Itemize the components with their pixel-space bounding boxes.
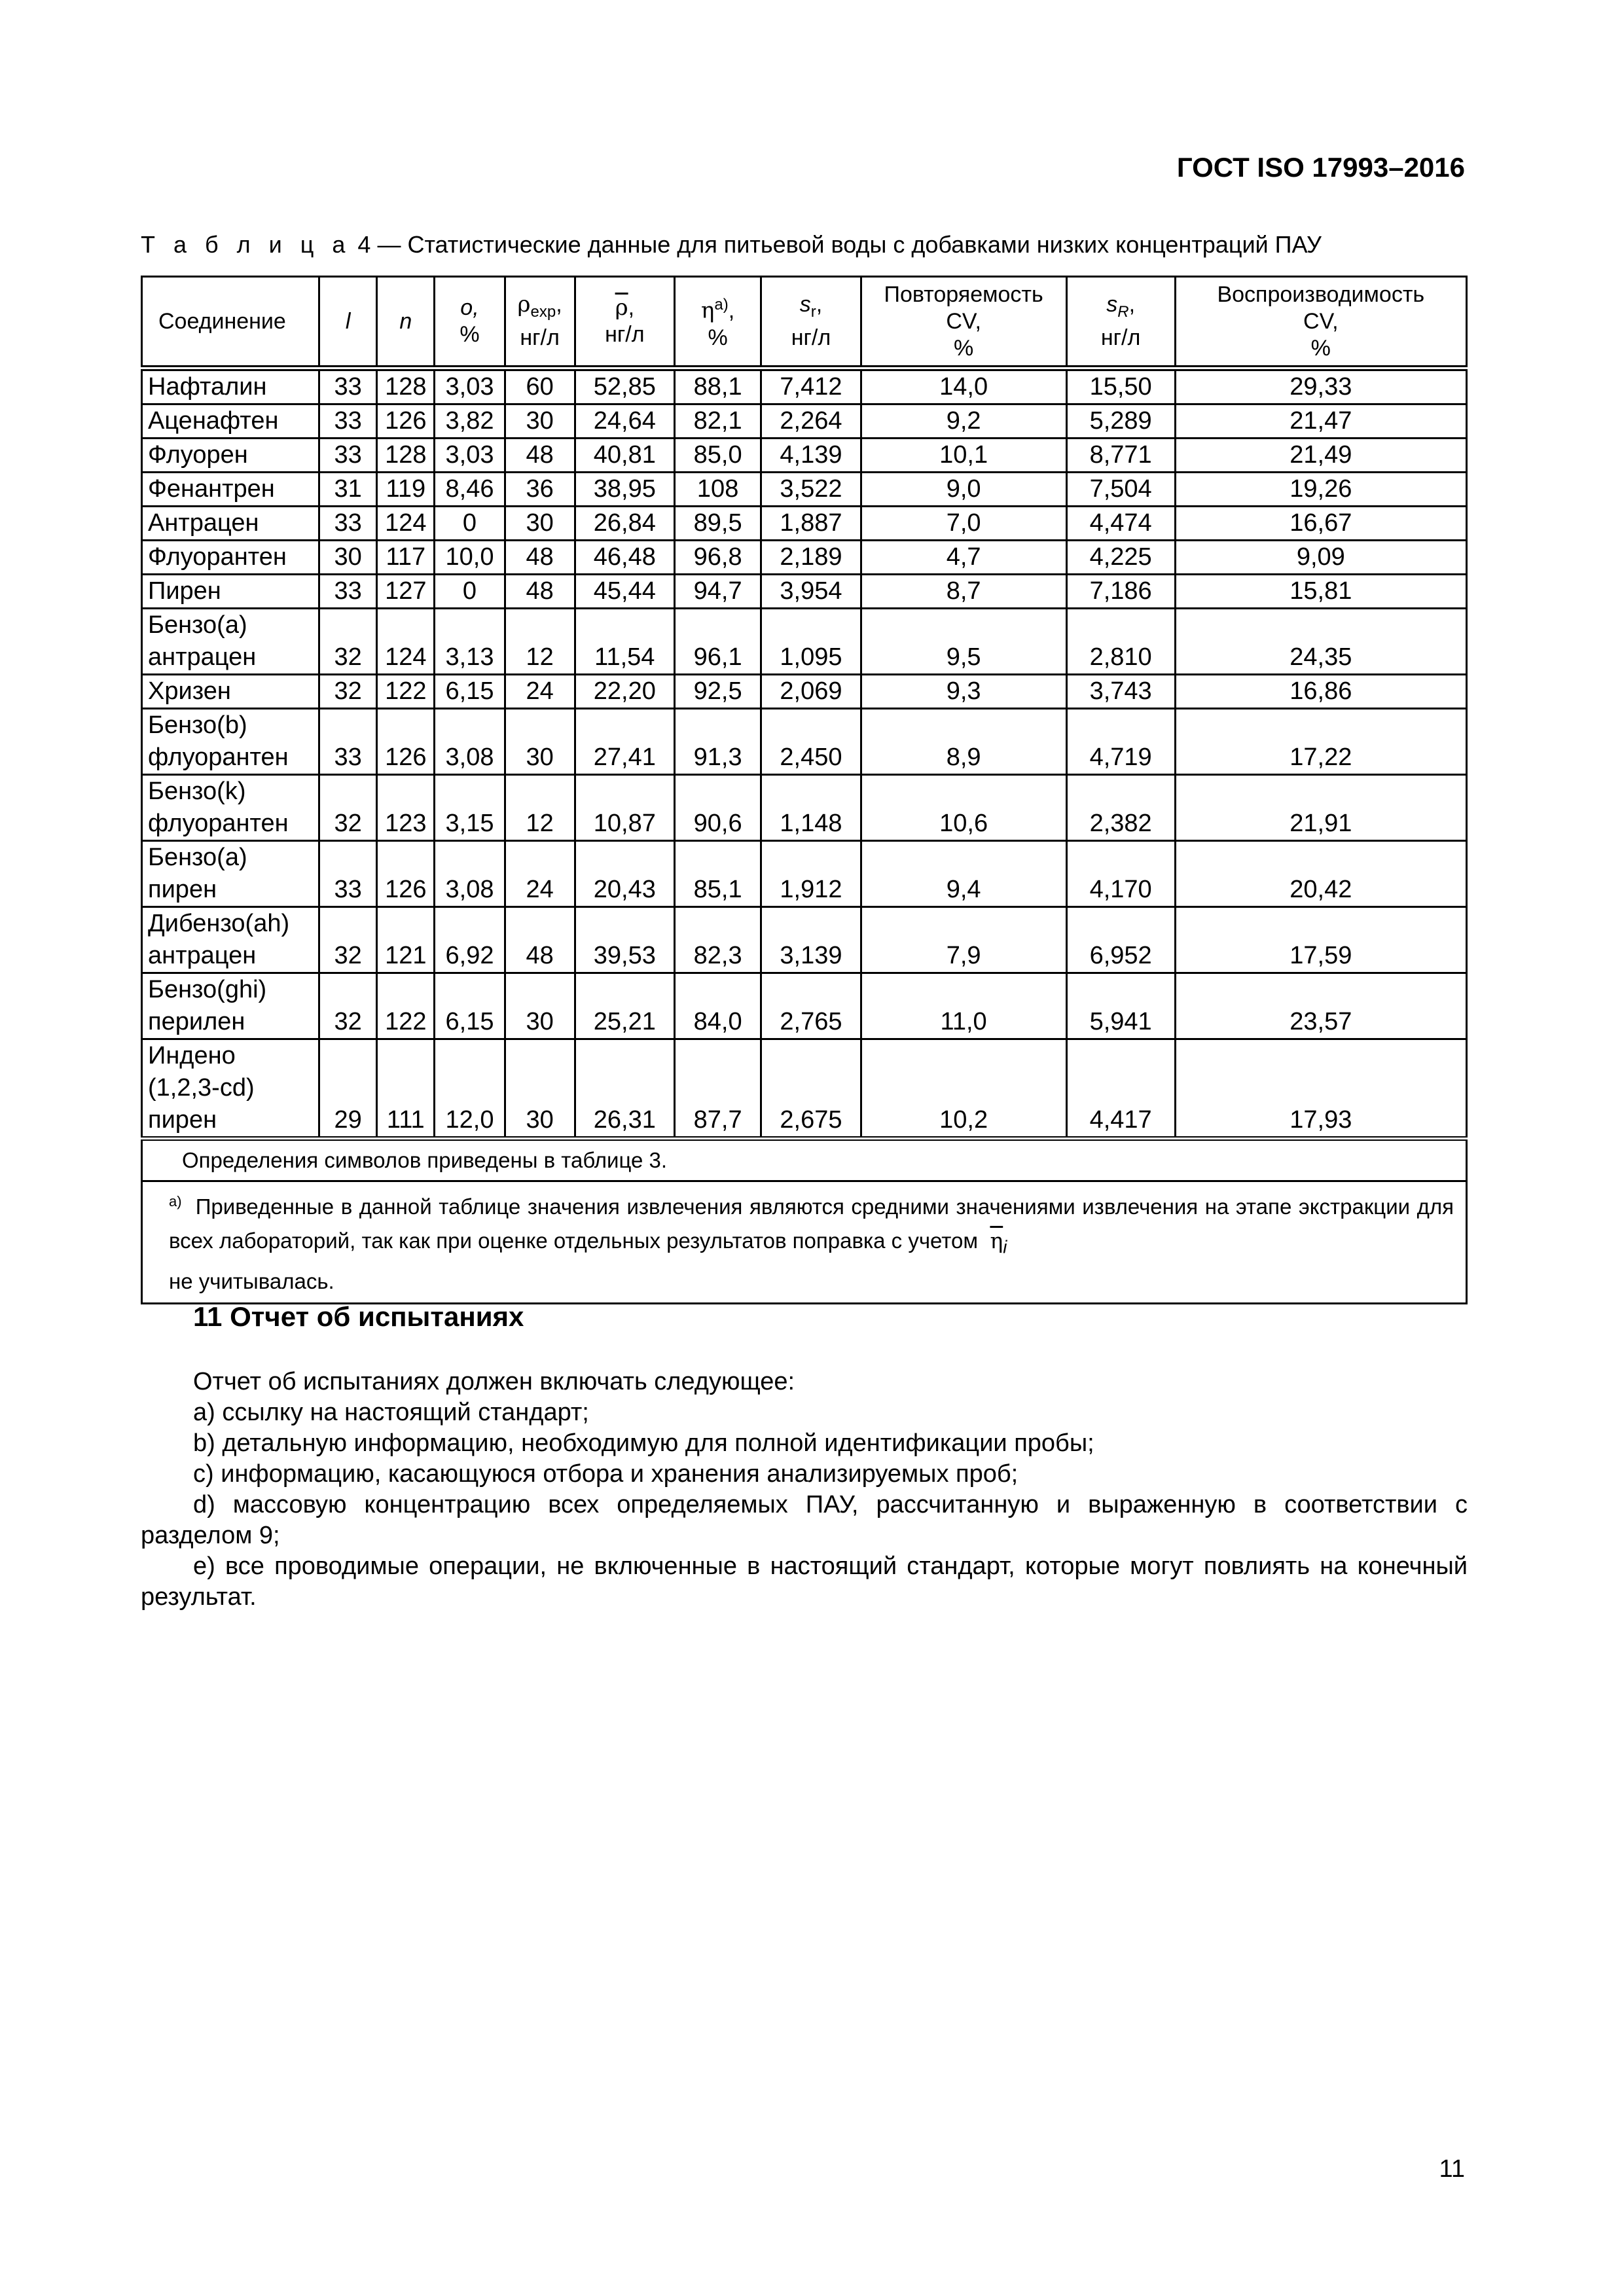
cell-sR: 5,289	[1066, 404, 1175, 439]
cell-o: 0	[435, 507, 505, 541]
header-reproducibility-title: Воспроизводимость	[1217, 281, 1425, 307]
table-footnote	[142, 1181, 1467, 1304]
cell-rho-mean: 25,21	[575, 973, 674, 1039]
cell-eta: 94,7	[674, 575, 761, 609]
header-eta-unit: %	[708, 325, 728, 350]
table-row	[142, 609, 1467, 675]
compound-name-line: (1,2,3-cd)	[148, 1074, 255, 1102]
table-note: Определения символов приведены в таблице 3.	[142, 1139, 1467, 1181]
cell-n: 122	[377, 675, 435, 709]
body-paragraph: d) массовую концентрацию всех определяемых ПАУ, рассчитанную и выраженную в соответствии с разделом 9;	[141, 1491, 1468, 1549]
cell-rho-exp: 30	[505, 1039, 575, 1139]
table-caption	[141, 231, 1322, 259]
cell-l: 32	[319, 775, 376, 841]
header-sr-symbol: s	[799, 291, 811, 317]
cell-rho-exp: 24	[505, 841, 575, 907]
compound-name-line: флуорантен	[148, 744, 289, 771]
table-row	[142, 473, 1467, 507]
cell-l: 32	[319, 609, 376, 675]
cell-cv-r: 7,0	[861, 507, 1066, 541]
cell-n: 123	[377, 775, 435, 841]
compound-name-line: Нафталин	[148, 373, 267, 401]
cell-cv-r: 10,1	[861, 439, 1066, 473]
cell-cv-r: 7,9	[861, 907, 1066, 973]
header-sR: $s_R$, нг/л	[1066, 277, 1175, 368]
statistics-table	[141, 276, 1468, 1304]
cell-rho-mean: 39,53	[575, 907, 674, 973]
header-eta-symbol: η	[701, 297, 715, 324]
cell-cv-R: 17,22	[1175, 709, 1466, 775]
cell-rho-exp: 12	[505, 775, 575, 841]
cell-rho-mean: 22,20	[575, 675, 674, 709]
cell-o: 6,15	[435, 675, 505, 709]
cell-o: 3,03	[435, 439, 505, 473]
cell-sr: 2,450	[761, 709, 861, 775]
cell-sR: 6,952	[1066, 907, 1175, 973]
table-row	[142, 575, 1467, 609]
table-row	[142, 709, 1467, 775]
cell-l: 33	[319, 507, 376, 541]
compound-name-line: Хризен	[148, 677, 231, 705]
cell-rho-exp: 24	[505, 675, 575, 709]
document-standard-header: ГОСТ ISO 17993–2016	[1176, 152, 1465, 183]
header-sR-symbol: s	[1106, 291, 1118, 317]
body-paragraph: b) детальную информацию, необходимую для полной идентификации пробы;	[193, 1429, 1094, 1457]
cell-cv-r: 9,5	[861, 609, 1066, 675]
header-sR-sub: R	[1117, 302, 1129, 321]
header-o-unit: %	[460, 322, 480, 347]
compound-name-line: Антрацен	[148, 509, 259, 537]
cell-l: 32	[319, 907, 376, 973]
cell-n: 127	[377, 575, 435, 609]
compound-name-line: Бензо(a)	[148, 611, 247, 639]
section-heading: 11 Отчет об испытаниях	[193, 1301, 524, 1332]
cell-rho-exp: 48	[505, 541, 575, 575]
cell-eta: 90,6	[674, 775, 761, 841]
cell-cv-r: 10,6	[861, 775, 1066, 841]
section-body	[141, 1367, 1468, 1613]
cell-rho-mean: 11,54	[575, 609, 674, 675]
cell-cv-R: 17,93	[1175, 1039, 1466, 1139]
cell-cv-r: 4,7	[861, 541, 1066, 575]
cell-rho-exp: 30	[505, 709, 575, 775]
cell-sR: 7,186	[1066, 575, 1175, 609]
cell-sr: 1,887	[761, 507, 861, 541]
cell-cv-r: 9,4	[861, 841, 1066, 907]
cell-sr: 1,912	[761, 841, 861, 907]
compound-name-line: Бензо(b)	[148, 711, 247, 739]
header-repeatability	[861, 277, 1066, 368]
cell-l: 33	[319, 439, 376, 473]
table-row	[142, 1039, 1467, 1139]
body-paragraph: Отчет об испытаниях должен включать следующее:	[193, 1368, 795, 1395]
cell-rho-exp: 12	[505, 609, 575, 675]
footnote-text: Приведенные в данной таблице значения извлечения являются средними значениями извлечения на этапе экстракции для всех лабораторий, так как при оценке отдельных результатов поправка с учетом	[169, 1194, 1454, 1253]
compound-name-cell	[142, 709, 319, 775]
table-row	[142, 368, 1467, 404]
header-compound: Соединение	[142, 277, 319, 368]
cell-eta: 88,1	[674, 368, 761, 404]
cell-o: 3,03	[435, 368, 505, 404]
header-sr-unit: нг/л	[791, 325, 831, 351]
table-row	[142, 675, 1467, 709]
cell-cv-R: 16,86	[1175, 675, 1466, 709]
compound-name-cell	[142, 575, 319, 609]
table-row	[142, 541, 1467, 575]
cell-n: 126	[377, 709, 435, 775]
cell-l: 30	[319, 541, 376, 575]
cell-sr: 2,765	[761, 973, 861, 1039]
cell-cv-R: 20,42	[1175, 841, 1466, 907]
header-rho-mean-unit: нг/л	[605, 322, 645, 347]
compound-name-cell	[142, 675, 319, 709]
compound-name-line: пирен	[148, 876, 217, 903]
header-sR-unit: нг/л	[1100, 325, 1141, 351]
cell-sr: 2,189	[761, 541, 861, 575]
cell-cv-R: 16,67	[1175, 507, 1466, 541]
cell-l: 33	[319, 368, 376, 404]
cell-o: 3,15	[435, 775, 505, 841]
compound-name-cell	[142, 439, 319, 473]
compound-name-line: перилен	[148, 1008, 245, 1035]
footnote-tail: не учитывалась.	[169, 1268, 334, 1293]
cell-cv-R: 29,33	[1175, 368, 1466, 404]
compound-name-cell	[142, 507, 319, 541]
cell-cv-r: 10,2	[861, 1039, 1066, 1139]
table-body	[142, 368, 1467, 1139]
header-eta-note: a)	[714, 296, 729, 314]
body-paragraph: c) информацию, касающуюся отбора и хранения анализируемых проб;	[193, 1460, 1019, 1488]
cell-cv-r: 8,7	[861, 575, 1066, 609]
cell-cv-R: 15,81	[1175, 575, 1466, 609]
header-eta: $\eta^{a)}$, %	[674, 277, 761, 368]
cell-rho-exp: 30	[505, 404, 575, 439]
compound-name-cell	[142, 973, 319, 1039]
header-o-symbol: o,	[460, 295, 479, 320]
cell-rho-mean: 45,44	[575, 575, 674, 609]
compound-name-cell	[142, 775, 319, 841]
header-repeatability-title: Повторяемость	[884, 281, 1043, 307]
cell-sR: 4,417	[1066, 1039, 1175, 1139]
cell-sr: 2,264	[761, 404, 861, 439]
cell-cv-r: 14,0	[861, 368, 1066, 404]
cell-eta: 85,1	[674, 841, 761, 907]
cell-sr: 4,139	[761, 439, 861, 473]
compound-name-line: Бензо(k)	[148, 778, 246, 805]
compound-name-cell	[142, 841, 319, 907]
compound-name-cell	[142, 609, 319, 675]
cell-rho-exp: 48	[505, 907, 575, 973]
cell-rho-mean: 26,84	[575, 507, 674, 541]
cell-l: 33	[319, 841, 376, 907]
cell-sR: 4,225	[1066, 541, 1175, 575]
cell-sR: 4,474	[1066, 507, 1175, 541]
cell-n: 128	[377, 368, 435, 404]
header-rho-mean: $\overline{\rho}$, нг/л	[575, 277, 674, 368]
cell-sr: 2,675	[761, 1039, 861, 1139]
compound-name-line: Фенантрен	[148, 475, 275, 503]
cell-eta: 89,5	[674, 507, 761, 541]
cell-cv-R: 23,57	[1175, 973, 1466, 1039]
header-o	[435, 277, 505, 368]
compound-name-cell	[142, 368, 319, 404]
cell-rho-mean: 38,95	[575, 473, 674, 507]
cell-eta: 84,0	[674, 973, 761, 1039]
cell-l: 31	[319, 473, 376, 507]
header-n	[377, 277, 435, 368]
body-paragraph: e) все проводимые операции, не включенные в настоящий стандарт, которые могут повлиять на конечный результат.	[141, 1552, 1468, 1611]
cell-sr: 3,522	[761, 473, 861, 507]
cell-sR: 2,810	[1066, 609, 1175, 675]
cell-rho-mean: 46,48	[575, 541, 674, 575]
header-repeatability-cv: CV,	[946, 308, 981, 334]
cell-rho-mean: 26,31	[575, 1039, 674, 1139]
cell-sR: 4,170	[1066, 841, 1175, 907]
cell-l: 29	[319, 1039, 376, 1139]
compound-name-line: Флуорен	[148, 441, 248, 469]
cell-cv-R: 21,49	[1175, 439, 1466, 473]
cell-n: 126	[377, 404, 435, 439]
cell-sr: 2,069	[761, 675, 861, 709]
table-footnote-row	[142, 1181, 1467, 1304]
cell-rho-exp: 60	[505, 368, 575, 404]
compound-name-cell	[142, 473, 319, 507]
cell-o: 3,82	[435, 404, 505, 439]
compound-name-line: флуорантен	[148, 810, 289, 837]
cell-cv-R: 21,91	[1175, 775, 1466, 841]
cell-rho-exp: 36	[505, 473, 575, 507]
page-number: 11	[1439, 2155, 1465, 2183]
compound-name-line: пирен	[148, 1106, 217, 1134]
table-note-row	[142, 1139, 1467, 1181]
compound-name-line: Бензо(a)	[148, 844, 247, 871]
cell-cv-R: 9,09	[1175, 541, 1466, 575]
cell-eta: 108	[674, 473, 761, 507]
cell-rho-exp: 30	[505, 507, 575, 541]
cell-o: 3,08	[435, 841, 505, 907]
compound-name-cell	[142, 541, 319, 575]
cell-l: 33	[319, 709, 376, 775]
cell-n: 121	[377, 907, 435, 973]
cell-l: 33	[319, 575, 376, 609]
cell-l: 32	[319, 675, 376, 709]
cell-cv-R: 19,26	[1175, 473, 1466, 507]
cell-n: 124	[377, 507, 435, 541]
header-l	[319, 277, 376, 368]
compound-name-line: Индено	[148, 1042, 236, 1069]
cell-cv-r: 9,2	[861, 404, 1066, 439]
footnote-mark: a)	[169, 1193, 182, 1210]
footnote-symbol: $\overline{\eta}$	[990, 1228, 1003, 1253]
cell-rho-exp: 48	[505, 575, 575, 609]
header-n-symbol: n	[399, 308, 412, 334]
compound-name-cell	[142, 1039, 319, 1139]
compound-name-line: Дибензо(ah)	[148, 910, 290, 937]
cell-sR: 3,743	[1066, 675, 1175, 709]
body-paragraph: a) ссылку на настоящий стандарт;	[193, 1399, 589, 1426]
cell-n: 119	[377, 473, 435, 507]
cell-sr: 3,954	[761, 575, 861, 609]
cell-o: 3,13	[435, 609, 505, 675]
cell-rho-exp: 30	[505, 973, 575, 1039]
header-sr-sub: r	[810, 302, 816, 321]
cell-o: 6,15	[435, 973, 505, 1039]
cell-rho-mean: 24,64	[575, 404, 674, 439]
header-rho-exp-sub: exp	[530, 302, 556, 321]
compound-name-line: Бензо(ghi)	[148, 976, 267, 1003]
cell-sR: 2,382	[1066, 775, 1175, 841]
cell-sR: 8,771	[1066, 439, 1175, 473]
cell-eta: 82,3	[674, 907, 761, 973]
cell-eta: 82,1	[674, 404, 761, 439]
compound-name-line: антрацен	[148, 942, 257, 969]
header-sr: $s_r$, нг/л	[761, 277, 861, 368]
compound-name-line: антрацен	[148, 643, 257, 671]
cell-o: 6,92	[435, 907, 505, 973]
header-rho-exp-unit: нг/л	[520, 325, 560, 351]
table-row	[142, 841, 1467, 907]
cell-rho-mean: 10,87	[575, 775, 674, 841]
header-repeatability-unit: %	[954, 335, 974, 361]
table-row	[142, 907, 1467, 973]
header-reproducibility-cv: CV,	[1303, 308, 1339, 334]
cell-cv-r: 8,9	[861, 709, 1066, 775]
cell-eta: 96,8	[674, 541, 761, 575]
table-caption-label: Т а б л и ц а	[141, 231, 352, 258]
compound-name-cell	[142, 404, 319, 439]
cell-o: 3,08	[435, 709, 505, 775]
cell-n: 124	[377, 609, 435, 675]
cell-n: 117	[377, 541, 435, 575]
header-rho-exp-symbol: ρ	[517, 291, 531, 317]
cell-n: 111	[377, 1039, 435, 1139]
cell-cv-R: 21,47	[1175, 404, 1466, 439]
cell-l: 33	[319, 404, 376, 439]
cell-rho-exp: 48	[505, 439, 575, 473]
cell-rho-mean: 20,43	[575, 841, 674, 907]
header-rho-exp: $\rho_{exp}$, нг/л	[505, 277, 575, 368]
cell-sr: 3,139	[761, 907, 861, 973]
footnote-symbol-sub: i	[1003, 1236, 1007, 1257]
cell-eta: 91,3	[674, 709, 761, 775]
cell-o: 0	[435, 575, 505, 609]
cell-n: 128	[377, 439, 435, 473]
cell-sr: 1,148	[761, 775, 861, 841]
cell-cv-r: 9,3	[861, 675, 1066, 709]
table-row	[142, 507, 1467, 541]
table-row	[142, 404, 1467, 439]
cell-o: 10,0	[435, 541, 505, 575]
header-l-symbol: l	[345, 308, 351, 334]
cell-o: 8,46	[435, 473, 505, 507]
cell-n: 126	[377, 841, 435, 907]
table-row	[142, 973, 1467, 1039]
cell-rho-mean: 40,81	[575, 439, 674, 473]
compound-name-line: Пирен	[148, 577, 221, 605]
header-rho-mean-symbol: $\overline{\rho}$	[615, 295, 628, 321]
cell-l: 32	[319, 973, 376, 1039]
header-reproducibility-unit: %	[1310, 335, 1331, 361]
table-row	[142, 439, 1467, 473]
cell-cv-r: 9,0	[861, 473, 1066, 507]
compound-name-line: Флуорантен	[148, 543, 287, 571]
compound-name-line: Аценафтен	[148, 407, 279, 435]
cell-rho-mean: 27,41	[575, 709, 674, 775]
cell-rho-mean: 52,85	[575, 368, 674, 404]
cell-eta: 87,7	[674, 1039, 761, 1139]
compound-name-cell	[142, 907, 319, 973]
cell-n: 122	[377, 973, 435, 1039]
cell-sr: 1,095	[761, 609, 861, 675]
cell-cv-R: 24,35	[1175, 609, 1466, 675]
cell-sR: 15,50	[1066, 368, 1175, 404]
cell-sR: 4,719	[1066, 709, 1175, 775]
header-reproducibility	[1175, 277, 1466, 368]
cell-sR: 5,941	[1066, 973, 1175, 1039]
cell-sr: 7,412	[761, 368, 861, 404]
cell-sR: 7,504	[1066, 473, 1175, 507]
table-row	[142, 775, 1467, 841]
table-header-row	[142, 277, 1467, 368]
cell-cv-r: 11,0	[861, 973, 1066, 1039]
table-caption-text: 4 — Статистические данные для питьевой воды с добавками низких концентраций ПАУ	[357, 231, 1322, 258]
cell-eta: 96,1	[674, 609, 761, 675]
cell-cv-R: 17,59	[1175, 907, 1466, 973]
cell-o: 12,0	[435, 1039, 505, 1139]
cell-eta: 85,0	[674, 439, 761, 473]
cell-eta: 92,5	[674, 675, 761, 709]
